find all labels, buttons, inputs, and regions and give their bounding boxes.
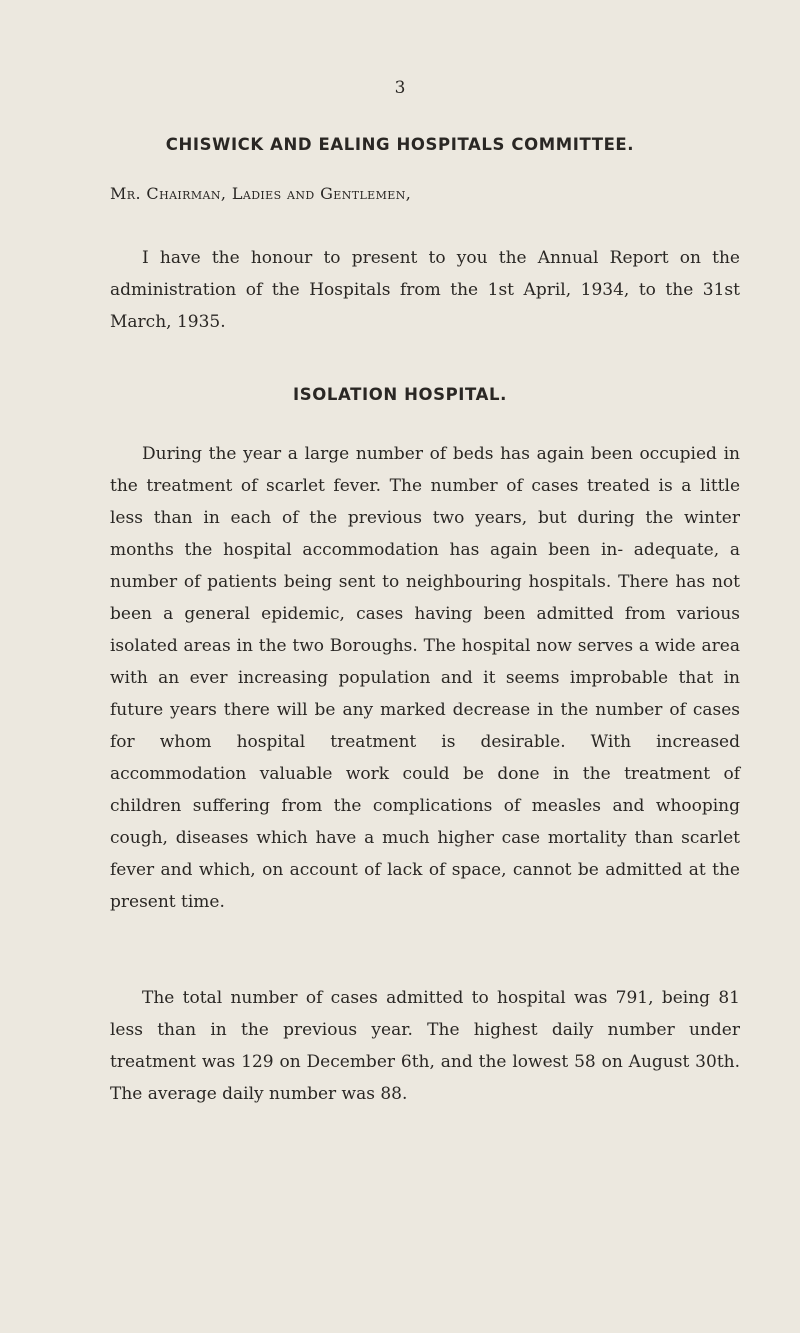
- isolation-hospital-paragraph-2: The total number of cases admitted to hospital was 791, being 81 less than in the previous year. The highest daily number under treatment was 129 on December 6th, and the lowest 58 on August 30th. The average daily number was 88.: [110, 988, 740, 1104]
- salutation: Mr. Chairman, Ladies and Gentlemen,: [110, 184, 412, 203]
- section-title: ISOLATION HOSPITAL.: [293, 385, 507, 404]
- isolation-hospital-paragraph-1: During the year a large number of beds has again been occupied in the treatment of scarlet fever. The number of cases treated is a little less than in each of the previous two years, but during the winter months the hospital accommodation has again been in- adequate, a number of patients being sent to neighbouring hospitals. There has not been a general epidemic, cases having been admitted from various isolated areas in the two Boroughs. The hospital now serves a wide area with an ever increasing population and it seems improbable that in future years there will be any marked decrease in the number of cases for whom hospital treatment is desirable. With increased accommodation valuable work could be done in the treatment of children suffering from the complications of measles and whooping cough, diseases which have a much higher case mortality than scarlet fever and which, on account of lack of space, cannot be admitted at the present time.: [110, 444, 740, 912]
- committee-title: CHISWICK AND EALING HOSPITALS COMMITTEE.: [165, 135, 635, 154]
- intro-paragraph: I have the honour to present to you the Annual Report on the administration of the Hospitals from the 1st April, 1934, to the 31st March, 1935.: [110, 248, 740, 332]
- page-number: 3: [394, 78, 406, 98]
